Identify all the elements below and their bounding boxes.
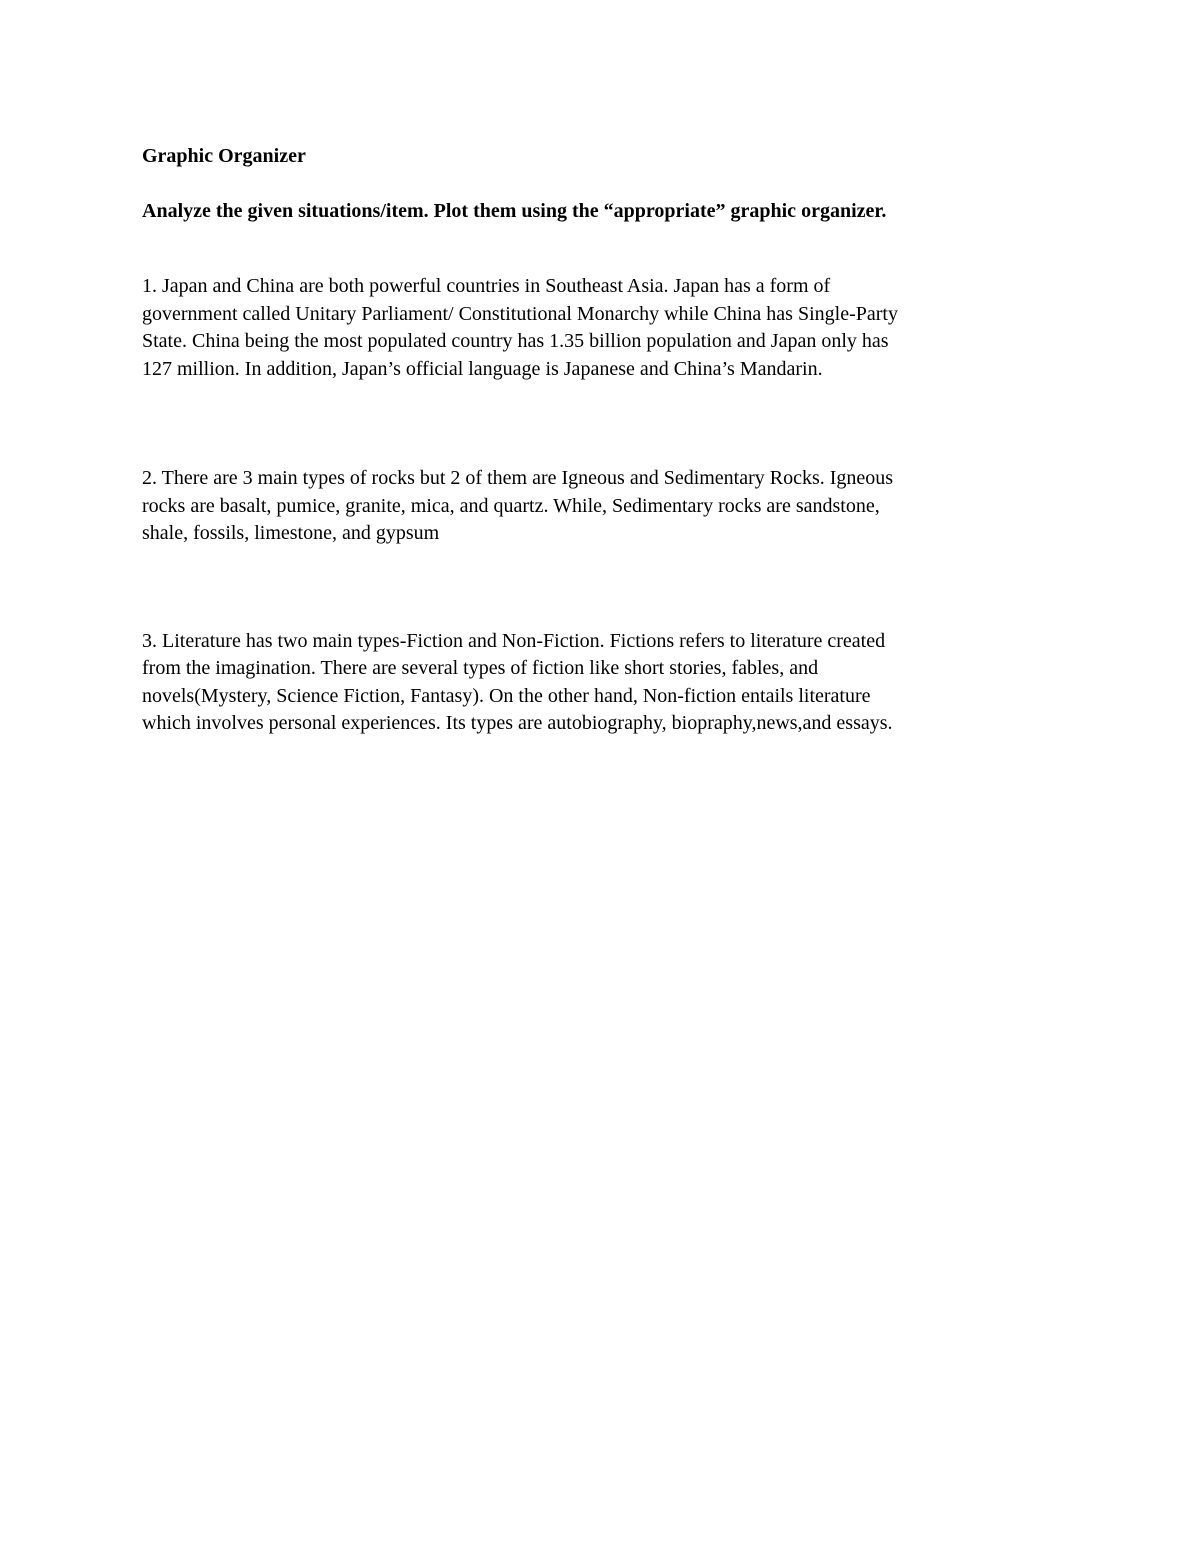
paragraph-line: rocks are basalt, pumice, granite, mica, and quartz. While, Sedimentary rocks are sandstone, bbox=[142, 494, 880, 517]
paragraph-line: 2. There are 3 main types of rocks but 2 of them are Igneous and Sedimentary Rocks. Igneous bbox=[142, 467, 894, 489]
paragraph-line: from the imagination. There are several types of fiction like short stories, fables, and bbox=[142, 657, 819, 679]
document-title: Graphic Organizer bbox=[142, 145, 306, 167]
paragraph-line: 3. Literature has two main types-Fiction and Non-Fiction. Fictions refers to literature created bbox=[142, 629, 886, 652]
document-content bbox=[142, 142, 1042, 738]
paragraph-line: 1. Japan and China are both powerful countries in Southeast Asia. Japan has a form of bbox=[142, 275, 831, 297]
paragraph-item-1 bbox=[142, 273, 1042, 383]
paragraph-line: government called Unitary Parliament/ Constitutional Monarchy while China has Single-Party bbox=[142, 302, 898, 325]
paragraph-line: 127 million. In addition, Japan’s official language is Japanese and China’s Mandarin. bbox=[142, 357, 823, 380]
paragraph-line: novels(Mystery, Science Fiction, Fantasy). On the other hand, Non-fiction entails literature bbox=[142, 684, 871, 707]
paragraph-item-3 bbox=[142, 628, 1042, 738]
document-instruction: Analyze the given situations/item. Plot them using the “appropriate” graphic organizer. bbox=[142, 200, 887, 222]
paragraph-line: shale, fossils, limestone, and gypsum bbox=[142, 522, 440, 544]
paragraph-line: which involves personal experiences. Its types are autobiography, biopraphy,news,and essays. bbox=[142, 712, 893, 734]
paragraph-item-2 bbox=[142, 465, 1042, 548]
paragraph-line: State. China being the most populated country has 1.35 billion population and Japan only has bbox=[142, 330, 889, 352]
